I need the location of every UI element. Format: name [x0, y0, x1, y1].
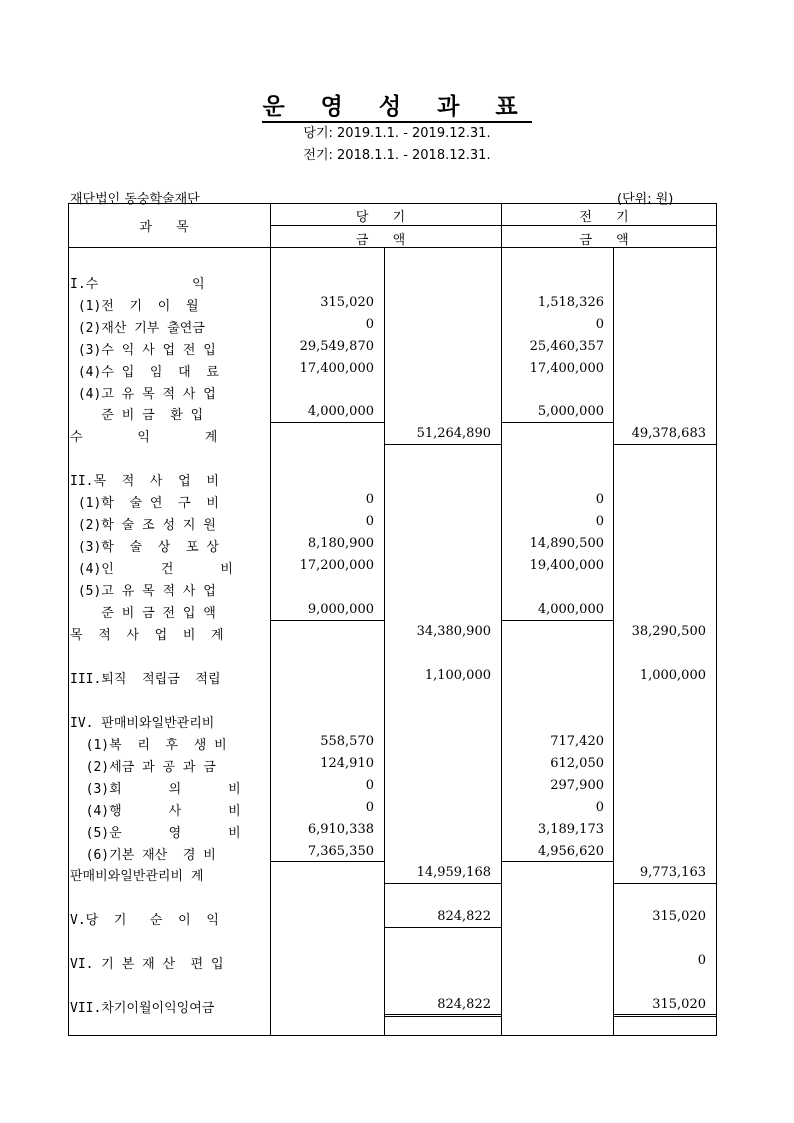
row-label: (5)고 유 목 적 사 업 — [70, 584, 216, 599]
current-detail-amount: 6,910,338 — [307, 822, 374, 837]
current-detail-amount: 558,570 — [320, 734, 374, 749]
row-label: 수 익 계 — [70, 430, 218, 445]
header-divider — [270, 225, 717, 226]
prior-detail-amount: 4,000,000 — [537, 602, 604, 617]
table-row — [68, 709, 717, 731]
current-detail-amount: 0 — [365, 778, 374, 793]
table-row — [68, 336, 717, 358]
current-detail-amount: 29,549,870 — [299, 339, 374, 354]
prior-detail-amount: 297,900 — [550, 778, 604, 793]
table-row — [68, 358, 717, 380]
row-label: (1)전 기 이 월 — [70, 299, 199, 314]
row-label: (4)수 입 임 대 료 — [70, 365, 219, 380]
table-row — [68, 270, 717, 292]
current-detail-amount: 0 — [365, 317, 374, 332]
row-label: VII.차기이월이익잉여금 — [70, 1001, 215, 1016]
table-row — [68, 862, 717, 884]
table-row — [68, 797, 717, 819]
header-prior: 전 기 — [579, 210, 639, 225]
prior-detail-amount: 0 — [595, 800, 604, 815]
row-label: (4)인 건 비 — [70, 562, 233, 577]
current-total-amount: 1,100,000 — [424, 668, 491, 683]
current-detail-amount: 0 — [365, 514, 374, 529]
prior-total-amount: 1,000,000 — [639, 668, 706, 683]
row-label: 목 적 사 업 비 계 — [70, 628, 224, 643]
prior-detail-amount: 17,400,000 — [529, 361, 604, 376]
row-label: (1)학 술 연 구 비 — [70, 496, 219, 511]
row-label: 준 비 금 환 입 — [70, 408, 204, 423]
table-row — [68, 511, 717, 533]
prior-detail-amount: 0 — [595, 514, 604, 529]
prior-detail-amount: 1,518,326 — [537, 295, 604, 310]
table-row — [68, 994, 717, 1016]
row-label: (4)고 유 목 적 사 업 — [70, 387, 216, 402]
table-row — [68, 599, 717, 621]
current-total-amount: 34,380,900 — [416, 624, 491, 639]
table-row — [68, 577, 717, 599]
current-total-amount: 824,822 — [437, 909, 491, 924]
current-period: 당기: 2019.1.1. - 2019.12.31. — [303, 126, 491, 141]
current-detail-amount: 9,000,000 — [307, 602, 374, 617]
prior-detail-amount: 5,000,000 — [537, 404, 604, 419]
prior-total-amount: 315,020 — [652, 909, 706, 924]
header-current: 당 기 — [355, 210, 416, 225]
prior-detail-amount: 19,400,000 — [529, 558, 604, 573]
row-label: (3)학 술 상 포 상 — [70, 540, 219, 555]
current-detail-amount: 315,020 — [320, 295, 374, 310]
table-row — [68, 423, 717, 445]
unit-label: (단위: 원) — [617, 192, 674, 207]
row-label: (1)복 리 후 생 비 — [70, 738, 227, 753]
row-label: 준 비 금 전 입 액 — [70, 606, 216, 621]
table-row — [68, 950, 717, 972]
row-label: (6)기본 재산 경 비 — [70, 848, 216, 863]
current-detail-amount: 124,910 — [320, 756, 374, 771]
row-label: I.수 익 — [70, 277, 205, 292]
current-detail-amount: 7,365,350 — [307, 844, 374, 859]
row-label: III.퇴직 적립금 적립 — [70, 672, 221, 687]
current-detail-amount: 0 — [365, 492, 374, 507]
prior-detail-amount: 3,189,173 — [537, 822, 604, 837]
prior-total-amount: 315,020 — [652, 997, 706, 1012]
row-label: V.당 기 순 이 익 — [70, 913, 219, 928]
prior-period: 전기: 2018.1.1. - 2018.12.31. — [303, 148, 491, 163]
row-label: II.목 적 사 업 비 — [70, 474, 219, 489]
row-label: (2)세금 과 공 과 금 — [70, 760, 216, 775]
prior-detail-amount: 0 — [595, 492, 604, 507]
table-row — [68, 841, 717, 863]
row-label: (2)학 술 조 성 지 원 — [70, 518, 216, 533]
prior-total-amount: 49,378,683 — [631, 426, 706, 441]
table-row — [68, 753, 717, 775]
table-row — [68, 467, 717, 489]
table-row — [68, 555, 717, 577]
table-row — [68, 533, 717, 555]
prior-detail-amount: 612,050 — [550, 756, 604, 771]
current-total-amount: 824,822 — [437, 997, 491, 1012]
current-total-amount: 51,264,890 — [416, 426, 491, 441]
row-label: (2)재산 기부 출연금 — [70, 321, 205, 336]
current-detail-amount: 4,000,000 — [307, 404, 374, 419]
row-label: VI. 기 본 재 산 편 입 — [70, 957, 224, 972]
row-label: 판매비와일반관리비 계 — [70, 869, 204, 884]
prior-total-amount: 9,773,163 — [639, 865, 706, 880]
table-row — [68, 489, 717, 511]
report-title: 운 영 성 과 표 — [0, 88, 794, 121]
row-label: (4)행 사 비 — [70, 804, 241, 819]
prior-detail-amount: 14,890,500 — [529, 536, 604, 551]
prior-total-amount: 38,290,500 — [631, 624, 706, 639]
table-row — [68, 665, 717, 687]
prior-detail-amount: 717,420 — [550, 734, 604, 749]
table-row — [68, 906, 717, 928]
current-detail-amount: 17,400,000 — [299, 361, 374, 376]
table-row — [68, 775, 717, 797]
prior-detail-amount: 25,460,357 — [529, 339, 604, 354]
organization-name: 재단법인 동숭학술재단 — [70, 192, 200, 207]
table-row — [68, 401, 717, 423]
row-label: (3)수 익 사 업 전 입 — [70, 343, 216, 358]
prior-total-amount: 0 — [697, 953, 706, 968]
table-row — [68, 621, 717, 643]
row-label: (5)운 영 비 — [70, 826, 241, 841]
current-total-amount: 14,959,168 — [416, 865, 491, 880]
table-row — [68, 731, 717, 753]
current-detail-amount: 8,180,900 — [307, 536, 374, 551]
header-account: 과 목 — [139, 220, 199, 235]
prior-detail-amount: 4,956,620 — [537, 844, 604, 859]
current-detail-amount: 17,200,000 — [299, 558, 374, 573]
table-row — [68, 380, 717, 402]
header-amount-prior: 금 액 — [579, 233, 639, 248]
header-amount-current: 금 액 — [355, 233, 416, 248]
row-label: (3)회 의 비 — [70, 782, 241, 797]
table-row — [68, 819, 717, 841]
table-row — [68, 292, 717, 314]
current-detail-amount: 0 — [365, 800, 374, 815]
table-row — [68, 314, 717, 336]
prior-detail-amount: 0 — [595, 317, 604, 332]
row-label: IV. 판매비와일반관리비 — [70, 716, 215, 731]
